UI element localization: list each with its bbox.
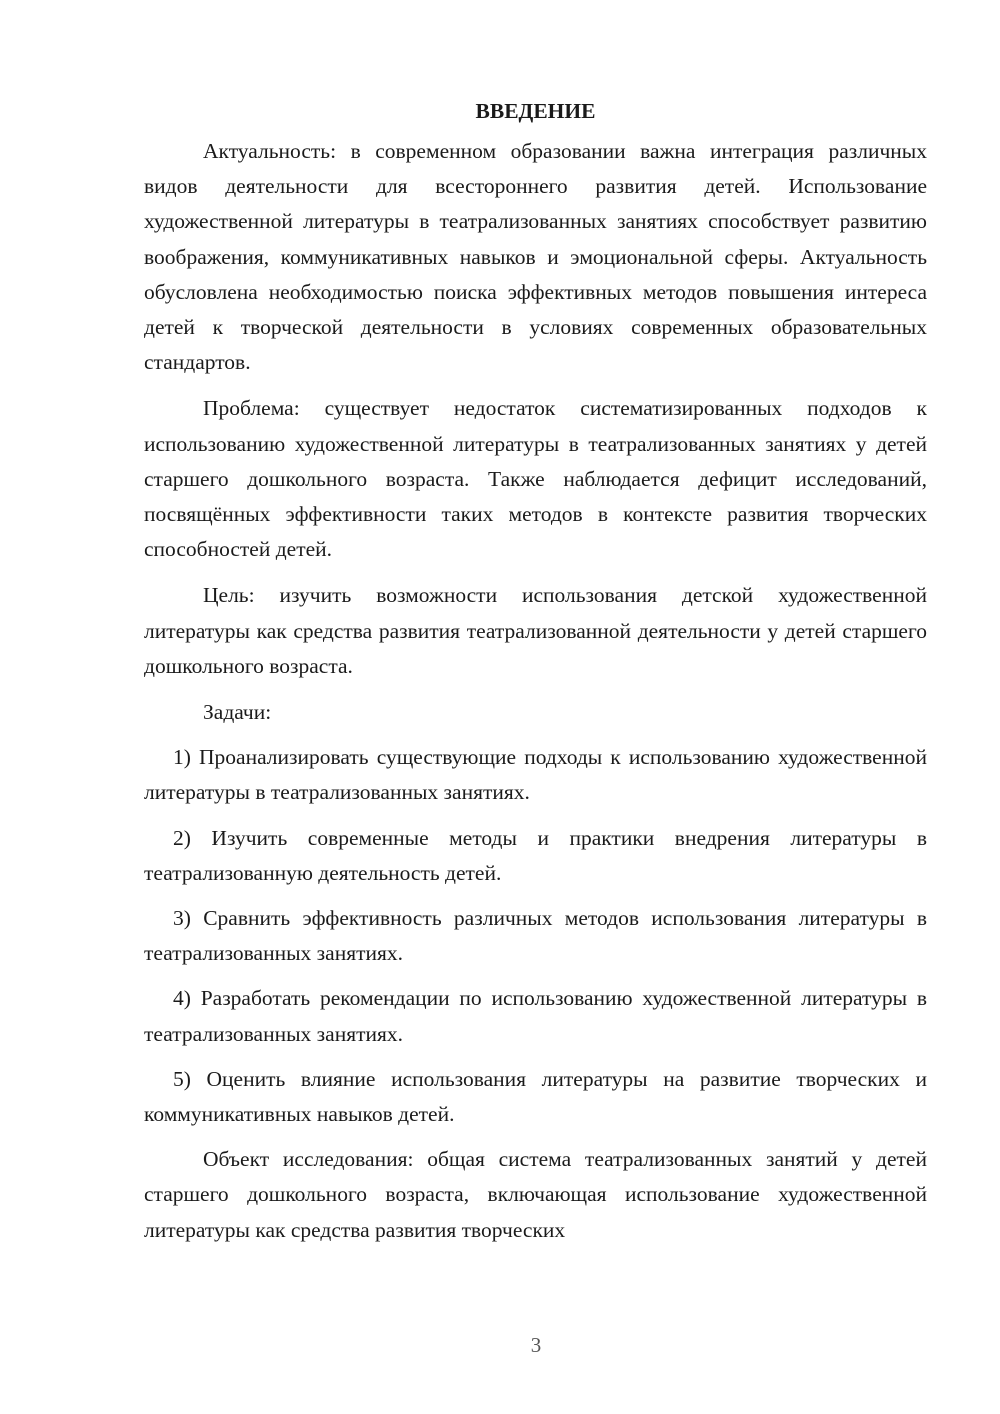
paragraph-goal: Цель: изучить возможности использования детской художественной литературы как средства развития театрализованной деятельности у детей старшего дошкольного возраста. <box>144 583 927 678</box>
paragraph-object: Объект исследования: общая система театрализованных занятий у детей старшего дошкольного возраста, включающая использование художественной литературы как средства развития творческих <box>144 1147 927 1242</box>
tasks-list <box>144 740 927 1132</box>
task-item-5: 5) Оценить влияние использования литературы на развитие творческих и коммуникативных навыков детей. <box>144 1066 927 1127</box>
task-item-3: 3) Сравнить эффективность различных методов использования литературы в театрализованных занятиях. <box>144 906 927 966</box>
page-number: 3 <box>530 1333 542 1357</box>
page-content <box>144 92 927 1248</box>
section-heading: ВВЕДЕНИЕ <box>475 99 596 123</box>
paragraph-problem: Проблема: существует недостаток систематизированных подходов к использованию художественной литературы в театрализованных занятиях у детей старшего дошкольного возраста. Также наблюдается дефицит исследований, посвящённых эффективности таких методов в контексте развития творческих способностей детей. <box>144 396 927 562</box>
task-item-2: 2) Изучить современные методы и практики внедрения литературы в театрализованную деятельность детей. <box>144 825 927 885</box>
tasks-label: Задачи: <box>203 700 272 725</box>
task-item-1: 1) Проанализировать существующие подходы к использованию художественной литературы в театрализованных занятиях. <box>144 745 927 805</box>
task-item-4: 4) Разработать рекомендации по использованию художественной литературы в театрализованных занятиях. <box>144 986 927 1046</box>
paragraph-relevance: Актуальность: в современном образовании важна интеграция различных видов деятельности для всестороннего развития детей. Использование художественной литературы в театрализованных занятиях способствует развитию воображения, коммуникативных навыков и эмоциональной сферы. Актуальность обусловлена необходимостью поиска эффективных методов повышения интереса детей к творческой деятельности в условиях современных образовательных стандартов. <box>144 139 927 375</box>
